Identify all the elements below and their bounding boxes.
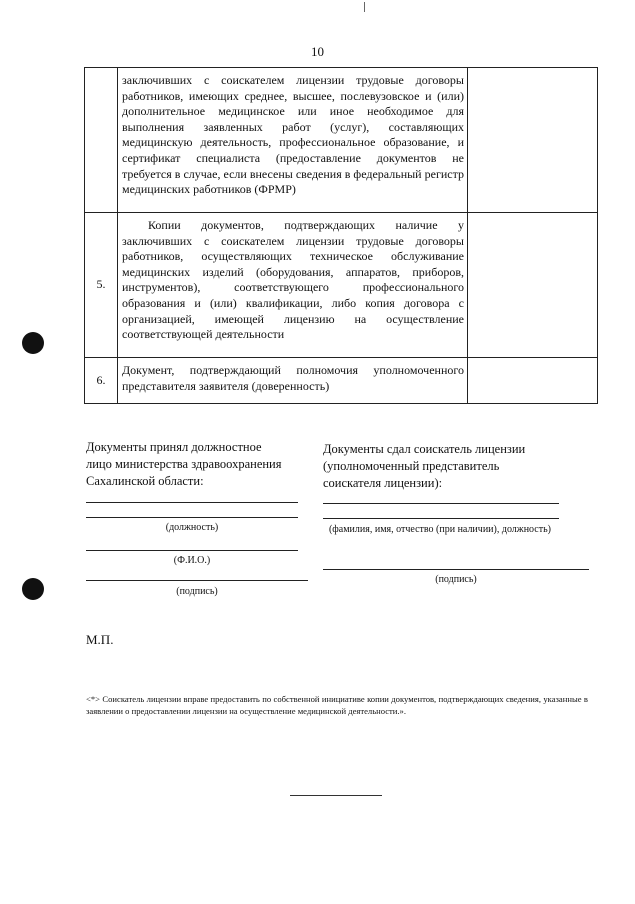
- row-number: 6.: [85, 358, 118, 404]
- table-row: [85, 213, 598, 358]
- signature-line: [86, 517, 298, 518]
- row-text: [118, 213, 468, 358]
- empty-cell: [468, 213, 598, 358]
- signature-caption: (подпись): [176, 586, 218, 597]
- position-caption: (должность): [165, 522, 219, 533]
- empty-cell: [468, 358, 598, 404]
- binder-hole: [22, 578, 44, 600]
- fio-caption: (фамилия, имя, отчество (при наличии), должность): [328, 524, 552, 535]
- row-text: заключивших с соискателем лицензии трудовые договоры работников, имеющих среднее, высшее, послевузовское и (или) дополнительное медицинское или иное необходимое для выполнения заявленных работ (услуг), составляющих медицинскую деятельность, профессиональное образование, и сертификат специалиста (предоставление документов не требуется в случае, если внесены сведения в федеральный регистр медицинских работников (ФРМР): [118, 68, 468, 213]
- row-text-content: Копии документов, подтверждающих наличие у заключивших с соискателем лицензии трудовые договоры работников, осуществляющих техническое обслуживание медицинских изделий (оборудования, аппаратов, приборов, инструментов), соответствующего профессионального образования и (или) квалификации, либо копия договора с организацией, имеющей лицензию на осуществление соответствующей деятельности: [122, 218, 464, 342]
- empty-cell: [468, 68, 598, 213]
- signature-line: [86, 550, 298, 551]
- table-row: [85, 68, 598, 213]
- row-text: Документ, подтверждающий полномочия уполномоченного представителя заявителя (доверенность): [118, 358, 468, 404]
- accepted-by-block: [86, 439, 301, 490]
- signature-caption: (подпись): [435, 574, 477, 585]
- row-number: [85, 68, 118, 213]
- submitted-by-line3: соискателя лицензии):: [323, 476, 443, 490]
- footnote: <*> Соискатель лицензии вправе предоставить по собственной инициативе копии документов, подтверждающих сведения, указанные в заявлении о предоставлении лицензии на осуществление медицинской деятельности.».: [86, 694, 588, 716]
- end-rule: [290, 795, 382, 796]
- documents-table: [84, 67, 598, 404]
- table-row: [85, 358, 598, 404]
- stamp-placeholder: М.П.: [86, 632, 114, 647]
- signature-line: [323, 518, 559, 519]
- submitted-by-line2: (уполномоченный представитель: [323, 459, 500, 473]
- accepted-by-line1: Документы принял должностное: [86, 440, 262, 454]
- accepted-by-line3: Сахалинской области:: [86, 474, 204, 488]
- signature-line: [323, 569, 589, 570]
- page-number: 10: [311, 44, 324, 59]
- row-number: 5.: [85, 213, 118, 358]
- binder-hole: [22, 332, 44, 354]
- accepted-by-line2: лицо министерства здравоохранения: [86, 457, 282, 471]
- signature-line: [86, 502, 298, 503]
- name-caption: (Ф.И.О.): [173, 555, 211, 566]
- submitted-by-block: [323, 441, 563, 492]
- signature-line: [323, 503, 559, 504]
- submitted-by-line1: Документы сдал соискатель лицензии: [323, 442, 526, 456]
- scan-mark: [364, 2, 365, 12]
- signature-line: [86, 580, 308, 581]
